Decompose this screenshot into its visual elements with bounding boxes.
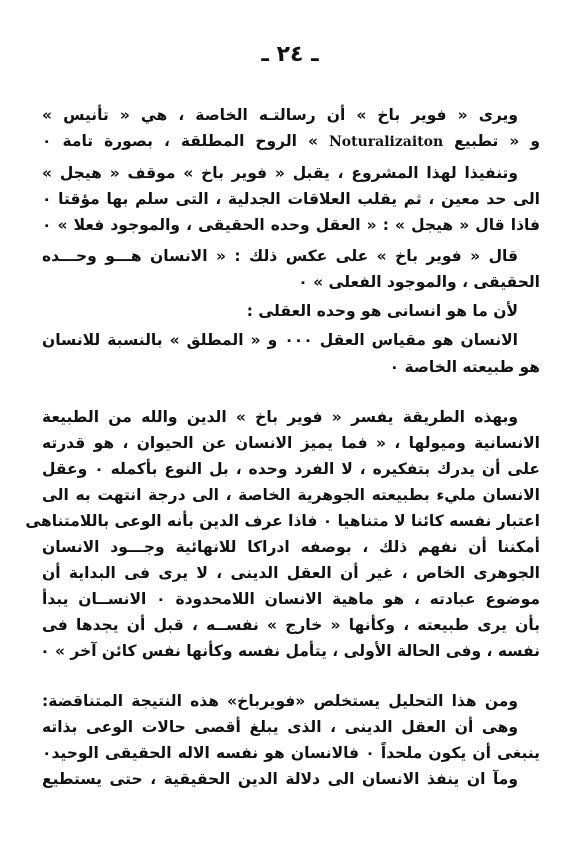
text-line: الى حد معين ، ثم يقلب العلاقات الجدلية ، التى سلم بها مؤقتا ٠ [42,190,540,208]
text-fragment: و « تطبيع [454,132,540,150]
text-line: ومآ ان ينفذ الانسان الى دلالة الدين الحقيقية ، حتى يستطيع [42,770,518,788]
latin-term: Noturalizaiton [328,134,444,150]
text-line: فاذا قال « هيجل » : « العقل وحده الحقيقى ، والموجود فعلا » ٠ [42,216,540,234]
text-line: موضوع عبادته ، هو ماهية الانسان اللامحدودة ٠ الانســان يبدأ [42,590,540,608]
text-line: ويرى « فوير باخ » أن رسالتـه الخاصة ، هي « تأنيس » [42,106,518,124]
text-line: أمكننا أن نفهم ذلك ، بوصفه ادراكا للانهائية وجـــود الانسان [42,538,540,556]
text-line: وهى أن العقل الدينى ، الذى يبلغ أقصى حالات الوعى بذاته [42,718,518,736]
text-fragment: » الروح المطلقة ، بصورة تامة ٠ [42,132,318,150]
text-line: وتنفيذا لهذا المشروع ، يقبل « فوير باخ » موقف « هيجل » [42,164,518,182]
text-line: اعتبار نفسه كائنا لا متناهيا ٠ فاذا عرف الدين بأنه الوعى باللامتناهى [25,512,540,530]
text-line: الانسان مليء بطبيعته الجوهرية الخاصة ، الى درجة انتهت به الى [42,486,540,504]
text-line: هو طبيعته الخاصة ٠ [389,358,540,376]
text-line: الانسانية وميولها ، « فما يميز الانسان عن الحيوان ، هو قدرته [42,434,540,452]
text-line: ومن هذا التحليل يستخلص «فويرباخ» هذه النتيجة المتناقضة: [42,692,518,710]
text-line: بأن يرى طبيعته ، وكأنها « خارج » نفســه ، قبل أن يجدها فى [42,616,540,634]
text-line: لأن ما هو انسانى هو وحده العقلى : [246,302,518,320]
text-line: الحقيقى ، والموجود الفعلى » ٠ [298,273,540,291]
page-number: ـ ٢٤ ـ [261,42,319,67]
text-line [42,128,540,156]
text-line: الانسان هو مقياس العقل ٠٠٠ و « المطلق » بالنسبة للانسان [42,331,518,349]
text-line: الجوهرى الخاص ، غير أن العقل الدينى ، لا يرى فى البداية أن [42,564,540,582]
text-line: على أن يدرك بتفكيره ، لا الفرد وحده ، بل النوع بأكمله ٠ وعقل [42,460,540,478]
text-line: وبهذه الطريقة يفسر « فوير باخ » الدين والله من الطبيعة [42,408,518,426]
text-line: ينبغى أن يكون ملحداً ٠ فالانسان هو نفسه الاله الحقيقى الوحيد٠ [42,744,540,762]
text-line: قال « فوير باخ » على عكس ذلك : « الانسان هـــو وحـــده [42,247,518,265]
text-line: نفسه ، وفى الحالة الأولى ، يتأمل نفسه وكأنها نفس كائن آخر » ٠ [40,642,540,660]
